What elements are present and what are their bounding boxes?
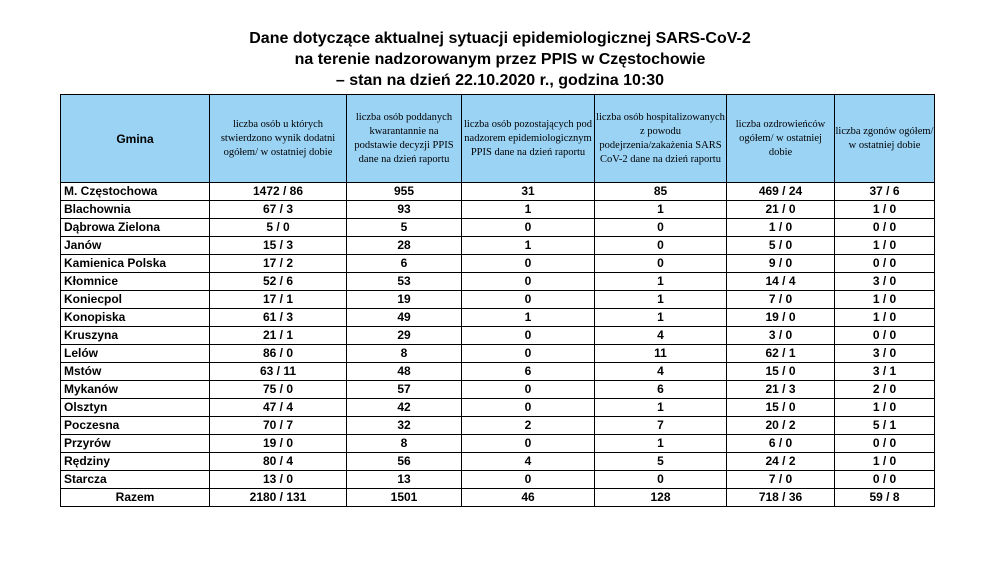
- cell-deaths: 0 / 0: [835, 255, 935, 273]
- cell-hospitalized: 6: [595, 381, 727, 399]
- epidemiology-table: [60, 94, 935, 507]
- table-row: [61, 237, 935, 255]
- cell-hospitalized: 0: [595, 255, 727, 273]
- cell-quarantine: 8: [347, 345, 462, 363]
- cell-deaths: 0 / 0: [835, 219, 935, 237]
- cell-deaths: 2 / 0: [835, 381, 935, 399]
- cell-quarantine: 28: [347, 237, 462, 255]
- cell-hospitalized: 7: [595, 417, 727, 435]
- cell-recovered: 15 / 0: [727, 399, 835, 417]
- cell-surveillance: 0: [462, 291, 595, 309]
- table-row: [61, 273, 935, 291]
- cell-positive: 47 / 4: [210, 399, 347, 417]
- cell-gmina: Lelów: [61, 345, 210, 363]
- cell-recovered: 19 / 0: [727, 309, 835, 327]
- cell-positive: 61 / 3: [210, 309, 347, 327]
- title-line-3: – stan na dzień 22.10.2020 r., godzina 10:30: [335, 72, 665, 89]
- cell-recovered: 20 / 2: [727, 417, 835, 435]
- cell-surveillance: 31: [462, 183, 595, 201]
- cell-surveillance: 0: [462, 273, 595, 291]
- cell-surveillance: 2: [462, 417, 595, 435]
- cell-positive: 70 / 7: [210, 417, 347, 435]
- cell-surveillance: 0: [462, 327, 595, 345]
- total-row: [61, 489, 935, 507]
- table-row: [61, 309, 935, 327]
- cell-quarantine: 6: [347, 255, 462, 273]
- cell-deaths: 0 / 0: [835, 435, 935, 453]
- cell-recovered: 15 / 0: [727, 363, 835, 381]
- cell-deaths: 37 / 6: [835, 183, 935, 201]
- cell-quarantine: 955: [347, 183, 462, 201]
- header-gmina: Gmina: [61, 95, 210, 183]
- cell-gmina: Konopiska: [61, 309, 210, 327]
- cell-surveillance: 0: [462, 381, 595, 399]
- cell-recovered: 24 / 2: [727, 453, 835, 471]
- cell-positive: 75 / 0: [210, 381, 347, 399]
- cell-positive: 17 / 1: [210, 291, 347, 309]
- cell-positive: 19 / 0: [210, 435, 347, 453]
- table-row: [61, 345, 935, 363]
- cell-recovered: 7 / 0: [727, 471, 835, 489]
- title-line-1: Dane dotyczące aktualnej sytuacji epidemiologicznej SARS-CoV-2: [249, 30, 751, 47]
- cell-quarantine: 49: [347, 309, 462, 327]
- cell-hospitalized: 128: [595, 489, 727, 507]
- cell-gmina: Blachownia: [61, 201, 210, 219]
- cell-deaths: 1 / 0: [835, 237, 935, 255]
- table-row: [61, 183, 935, 201]
- cell-surveillance: 0: [462, 399, 595, 417]
- cell-quarantine: 48: [347, 363, 462, 381]
- cell-surveillance: 0: [462, 219, 595, 237]
- cell-deaths: 1 / 0: [835, 399, 935, 417]
- report-title: [0, 28, 1000, 91]
- header-recovered: liczba ozdrowieńców ogółem/ w ostatniej dobie: [727, 95, 835, 183]
- table-row: [61, 381, 935, 399]
- header-quarantine: liczba osób poddanych kwarantannie na podstawie decyzji PPIS dane na dzień raportu: [347, 95, 462, 183]
- cell-positive: 1472 / 86: [210, 183, 347, 201]
- cell-positive: 86 / 0: [210, 345, 347, 363]
- cell-deaths: 3 / 0: [835, 345, 935, 363]
- cell-quarantine: 1501: [347, 489, 462, 507]
- cell-deaths: 3 / 0: [835, 273, 935, 291]
- cell-gmina: Razem: [61, 489, 210, 507]
- cell-quarantine: 13: [347, 471, 462, 489]
- header-deaths: liczba zgonów ogółem/ w ostatniej dobie: [835, 95, 935, 183]
- cell-recovered: 14 / 4: [727, 273, 835, 291]
- table-row: [61, 435, 935, 453]
- cell-hospitalized: 11: [595, 345, 727, 363]
- cell-quarantine: 57: [347, 381, 462, 399]
- cell-recovered: 21 / 0: [727, 201, 835, 219]
- title-line-2: na terenie nadzorowanym przez PPIS w Częstochowie: [294, 51, 706, 68]
- cell-deaths: 59 / 8: [835, 489, 935, 507]
- cell-hospitalized: 1: [595, 273, 727, 291]
- cell-recovered: 21 / 3: [727, 381, 835, 399]
- table-row: [61, 291, 935, 309]
- cell-deaths: 1 / 0: [835, 453, 935, 471]
- cell-gmina: Olsztyn: [61, 399, 210, 417]
- cell-deaths: 1 / 0: [835, 309, 935, 327]
- cell-quarantine: 42: [347, 399, 462, 417]
- header-positive: liczba osób u których stwierdzono wynik dodatni ogółem/ w ostatniej dobie: [210, 95, 347, 183]
- header-row: [61, 95, 935, 183]
- cell-gmina: Kruszyna: [61, 327, 210, 345]
- cell-gmina: Koniecpol: [61, 291, 210, 309]
- cell-hospitalized: 1: [595, 309, 727, 327]
- cell-surveillance: 1: [462, 201, 595, 219]
- cell-gmina: Mstów: [61, 363, 210, 381]
- cell-gmina: Mykanów: [61, 381, 210, 399]
- cell-recovered: 6 / 0: [727, 435, 835, 453]
- cell-surveillance: 0: [462, 345, 595, 363]
- cell-hospitalized: 0: [595, 237, 727, 255]
- cell-recovered: 7 / 0: [727, 291, 835, 309]
- cell-quarantine: 5: [347, 219, 462, 237]
- table-row: [61, 453, 935, 471]
- cell-hospitalized: 4: [595, 327, 727, 345]
- cell-surveillance: 0: [462, 255, 595, 273]
- cell-quarantine: 53: [347, 273, 462, 291]
- cell-gmina: Kłomnice: [61, 273, 210, 291]
- cell-positive: 2180 / 131: [210, 489, 347, 507]
- cell-hospitalized: 1: [595, 399, 727, 417]
- cell-quarantine: 56: [347, 453, 462, 471]
- cell-positive: 52 / 6: [210, 273, 347, 291]
- cell-gmina: Starcza: [61, 471, 210, 489]
- table-row: [61, 399, 935, 417]
- cell-recovered: 62 / 1: [727, 345, 835, 363]
- cell-hospitalized: 0: [595, 471, 727, 489]
- cell-quarantine: 19: [347, 291, 462, 309]
- cell-positive: 63 / 11: [210, 363, 347, 381]
- cell-recovered: 718 / 36: [727, 489, 835, 507]
- cell-quarantine: 8: [347, 435, 462, 453]
- cell-quarantine: 93: [347, 201, 462, 219]
- table-row: [61, 201, 935, 219]
- table-row: [61, 417, 935, 435]
- cell-positive: 80 / 4: [210, 453, 347, 471]
- cell-gmina: Rędziny: [61, 453, 210, 471]
- cell-deaths: 0 / 0: [835, 471, 935, 489]
- table-row: [61, 219, 935, 237]
- cell-recovered: 5 / 0: [727, 237, 835, 255]
- table-row: [61, 255, 935, 273]
- cell-quarantine: 29: [347, 327, 462, 345]
- table-row: [61, 327, 935, 345]
- cell-recovered: 9 / 0: [727, 255, 835, 273]
- cell-gmina: Przyrów: [61, 435, 210, 453]
- cell-surveillance: 4: [462, 453, 595, 471]
- cell-positive: 15 / 3: [210, 237, 347, 255]
- cell-deaths: 0 / 0: [835, 327, 935, 345]
- cell-hospitalized: 5: [595, 453, 727, 471]
- cell-hospitalized: 1: [595, 201, 727, 219]
- header-surveillance: liczba osób pozostających pod nadzorem epidemiologicznym PPIS dane na dzień raportu: [462, 95, 595, 183]
- cell-gmina: Kamienica Polska: [61, 255, 210, 273]
- cell-surveillance: 0: [462, 435, 595, 453]
- cell-positive: 13 / 0: [210, 471, 347, 489]
- cell-deaths: 1 / 0: [835, 201, 935, 219]
- cell-deaths: 3 / 1: [835, 363, 935, 381]
- cell-positive: 17 / 2: [210, 255, 347, 273]
- cell-gmina: Poczesna: [61, 417, 210, 435]
- cell-quarantine: 32: [347, 417, 462, 435]
- cell-gmina: M. Częstochowa: [61, 183, 210, 201]
- cell-surveillance: 46: [462, 489, 595, 507]
- cell-deaths: 5 / 1: [835, 417, 935, 435]
- cell-recovered: 1 / 0: [727, 219, 835, 237]
- table-row: [61, 471, 935, 489]
- cell-surveillance: 1: [462, 309, 595, 327]
- cell-gmina: Janów: [61, 237, 210, 255]
- header-hospitalized: liczba osób hospitalizowanych z powodu podejrzenia/zakażenia SARS CoV-2 dane na dzień raportu: [595, 95, 727, 183]
- cell-hospitalized: 4: [595, 363, 727, 381]
- cell-recovered: 469 / 24: [727, 183, 835, 201]
- cell-hospitalized: 0: [595, 219, 727, 237]
- cell-hospitalized: 85: [595, 183, 727, 201]
- cell-surveillance: 1: [462, 237, 595, 255]
- table-row: [61, 363, 935, 381]
- cell-positive: 67 / 3: [210, 201, 347, 219]
- cell-surveillance: 6: [462, 363, 595, 381]
- cell-hospitalized: 1: [595, 435, 727, 453]
- cell-surveillance: 0: [462, 471, 595, 489]
- cell-hospitalized: 1: [595, 291, 727, 309]
- cell-recovered: 3 / 0: [727, 327, 835, 345]
- cell-positive: 21 / 1: [210, 327, 347, 345]
- cell-deaths: 1 / 0: [835, 291, 935, 309]
- cell-gmina: Dąbrowa Zielona: [61, 219, 210, 237]
- cell-positive: 5 / 0: [210, 219, 347, 237]
